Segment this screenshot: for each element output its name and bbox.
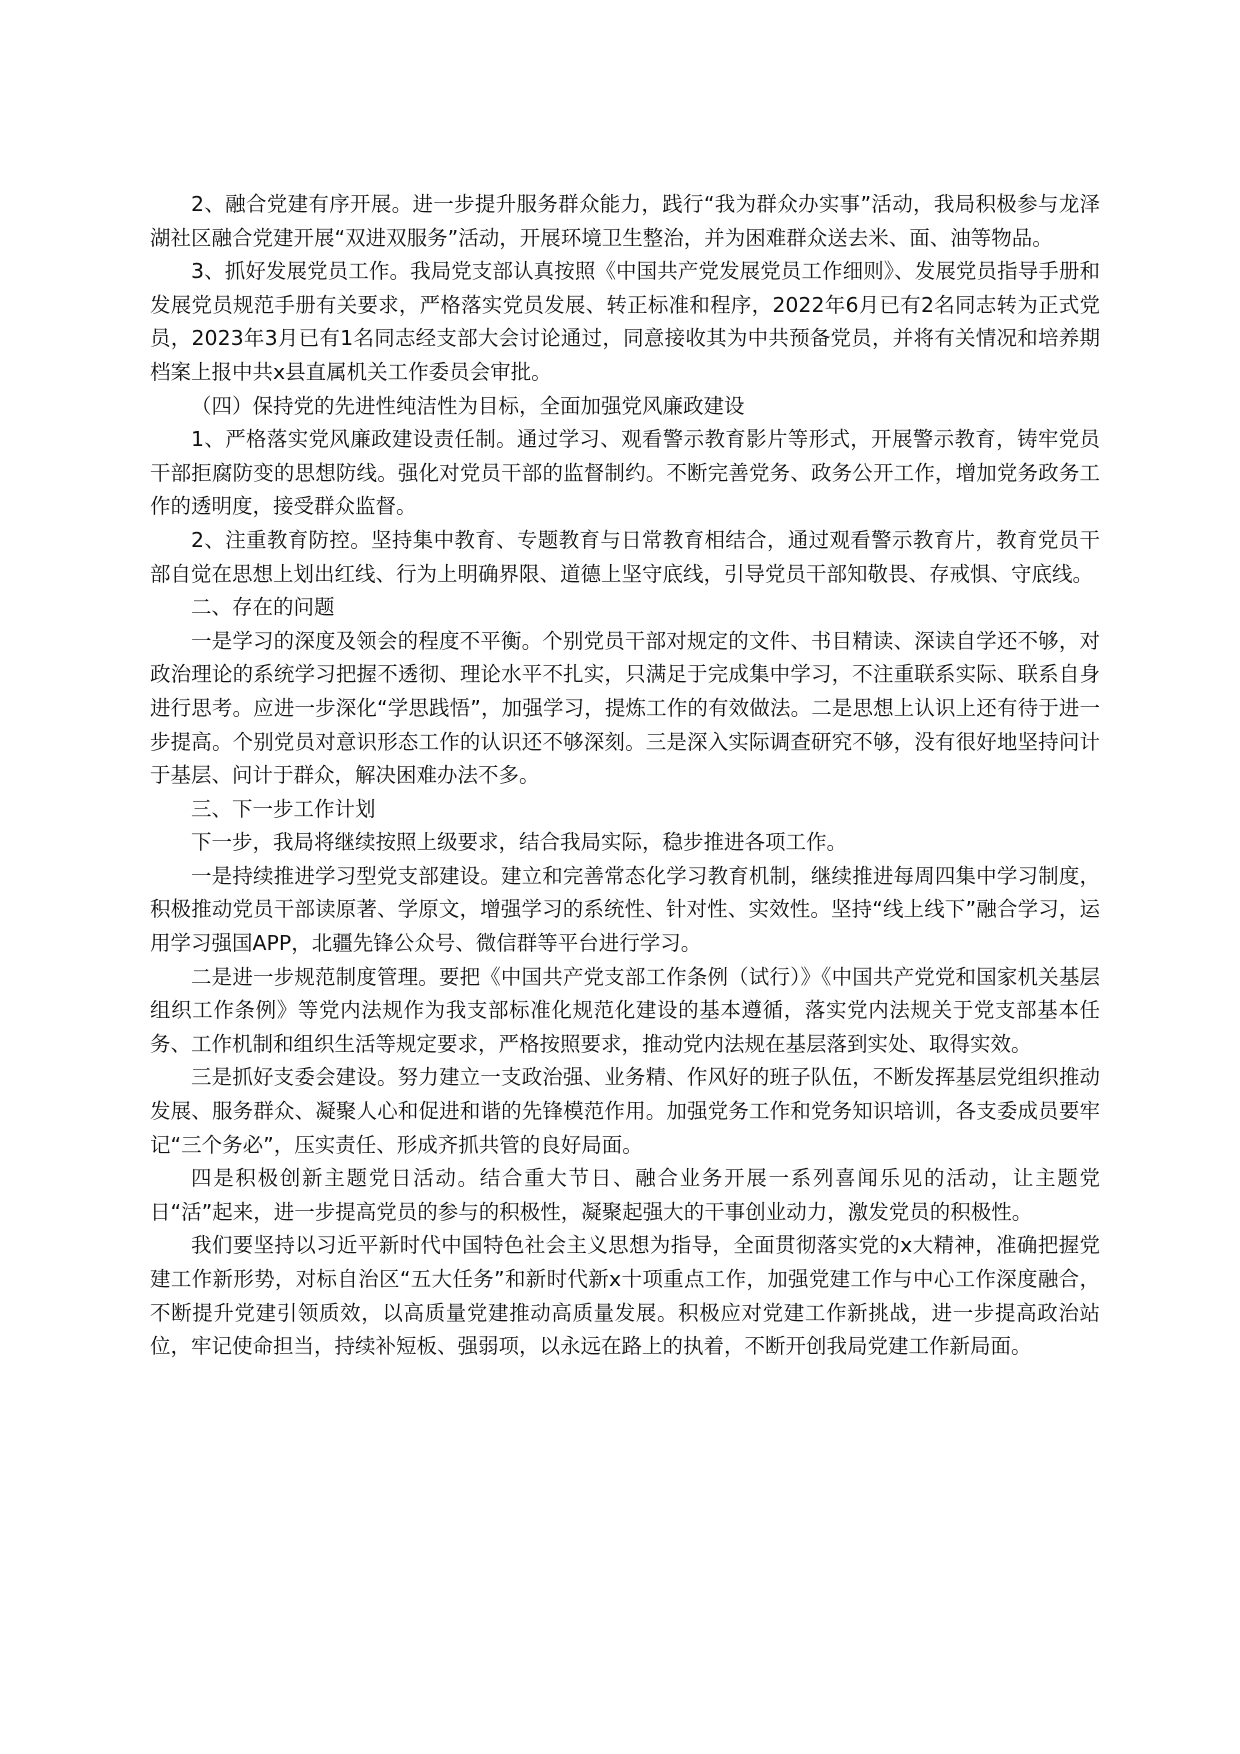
paragraph-conclusion: 我们要坚持以习近平新时代中国特色社会主义思想为指导，全面贯彻落实党的x大精神，准确把握党建工作新形势，对标自治区“五大任务”和新时代新x十项重点工作，加强党建工作与中心工作深度融合，不断提升党建引领质效，以高质量党建推动高质量发展。积极应对党建工作新挑战，进一步提高政治站位，牢记使命担当，持续补短板、强弱项，以永远在路上的执着，不断开创我局党建工作新局面。 <box>150 1233 1100 1359</box>
paragraph-committee-building: 三是抓好支委会建设。努力建立一支政治强、业务精、作风好的班子队伍，不断发挥基层党组织推动发展、服务群众、凝聚人心和促进和谐的先锋模范作用。加强党务工作和党务知识培训，各支委成员要牢记“三个务必”，压实责任、形成齐抓共管的良好局面。 <box>150 1065 1100 1157</box>
paragraph-responsibility-system: 1、严格落实党风廉政建设责任制。通过学习、观看警示教育影片等形式，开展警示教育，铸牢党员干部拒腐防变的思想防线。强化对党员干部的监督制约。不断完善党务、政务公开工作，增加党务政务工作的透明度，接受群众监督。 <box>150 427 1100 519</box>
paragraph-party-building-integration: 2、融合党建有序开展。进一步提升服务群众能力，践行“我为群众办实事”活动，我局积极参与龙泽湖社区融合党建开展“双进双服务”活动，开展环境卫生整治，并为困难群众送去米、面、油等物品。 <box>150 192 1100 250</box>
section-heading-problems: 二、存在的问题 <box>191 595 335 620</box>
paragraph-next-steps-intro: 下一步，我局将继续按照上级要求，结合我局实际，稳步推进各项工作。 <box>191 830 847 855</box>
paragraph-learning-branch: 一是持续推进学习型党支部建设。建立和完善常态化学习教育机制，继续推进每周四集中学习制度，积极推动党员干部读原著、学原文，增强学习的系统性、针对性、实效性。坚持“线上线下”融合学习，运用学习强国APP，北疆先锋公众号、微信群等平台进行学习。 <box>150 863 1100 956</box>
document-body <box>150 188 1100 1364</box>
paragraph-member-development: 3、抓好发展党员工作。我局党支部认真按照《中国共产党发展党员工作细则》、发展党员指导手册和发展党员规范手册有关要求，严格落实党员发展、转正标准和程序，2022年6月已有2名同志转为正式党员，2023年3月已有1名同志经支部大会讨论通过，同意接收其为中共预备党员，并将有关情况和培养期档案上报中共x县直属机关工作委员会审批。 <box>150 259 1100 384</box>
paragraph-problems: 一是学习的深度及领会的程度不平衡。个别党员干部对规定的文件、书目精读、深读自学还不够，对政治理论的系统学习把握不透彻、理论水平不扎实，只满足于完成集中学习，不注重联系实际、联系自身进行思考。应进一步深化“学思践悟”，加强学习，提炼工作的有效做法。二是思想上认识上还有待于进一步提高。个别党员对意识形态工作的认识还不够深刻。三是深入实际调查研究不够，没有很好地坚持问计于基层、问计于群众，解决困难办法不多。 <box>150 628 1100 788</box>
paragraph-theme-day: 四是积极创新主题党日活动。结合重大节日、融合业务开展一系列喜闻乐见的活动，让主题党日“活”起来，进一步提高党员的参与的积极性，凝聚起强大的干事创业动力，激发党员的积极性。 <box>150 1166 1100 1224</box>
section-heading-next-steps: 三、下一步工作计划 <box>191 796 376 821</box>
paragraph-education-prevention: 2、注重教育防控。坚持集中教育、专题教育与日常教育相结合，通过观看警示教育片，教育党员干部自觉在思想上划出红线、行为上明确界限、道德上坚守底线，引导党员干部知敬畏、存戒惧、守底线。 <box>150 527 1100 586</box>
paragraph-system-management: 二是进一步规范制度管理。要把《中国共产党支部工作条例（试行）》《中国共产党党和国家机关基层组织工作条例》等党内法规作为我支部标准化规范化建设的基本遵循，落实党内法规关于党支部基本任务、工作机制和组织生活等规定要求，严格按照要求，推动党内法规在基层落到实处、取得实效。 <box>150 964 1100 1056</box>
section-heading-integrity: （四）保持党的先进性纯洁性为目标，全面加强党风廉政建设 <box>191 393 745 418</box>
